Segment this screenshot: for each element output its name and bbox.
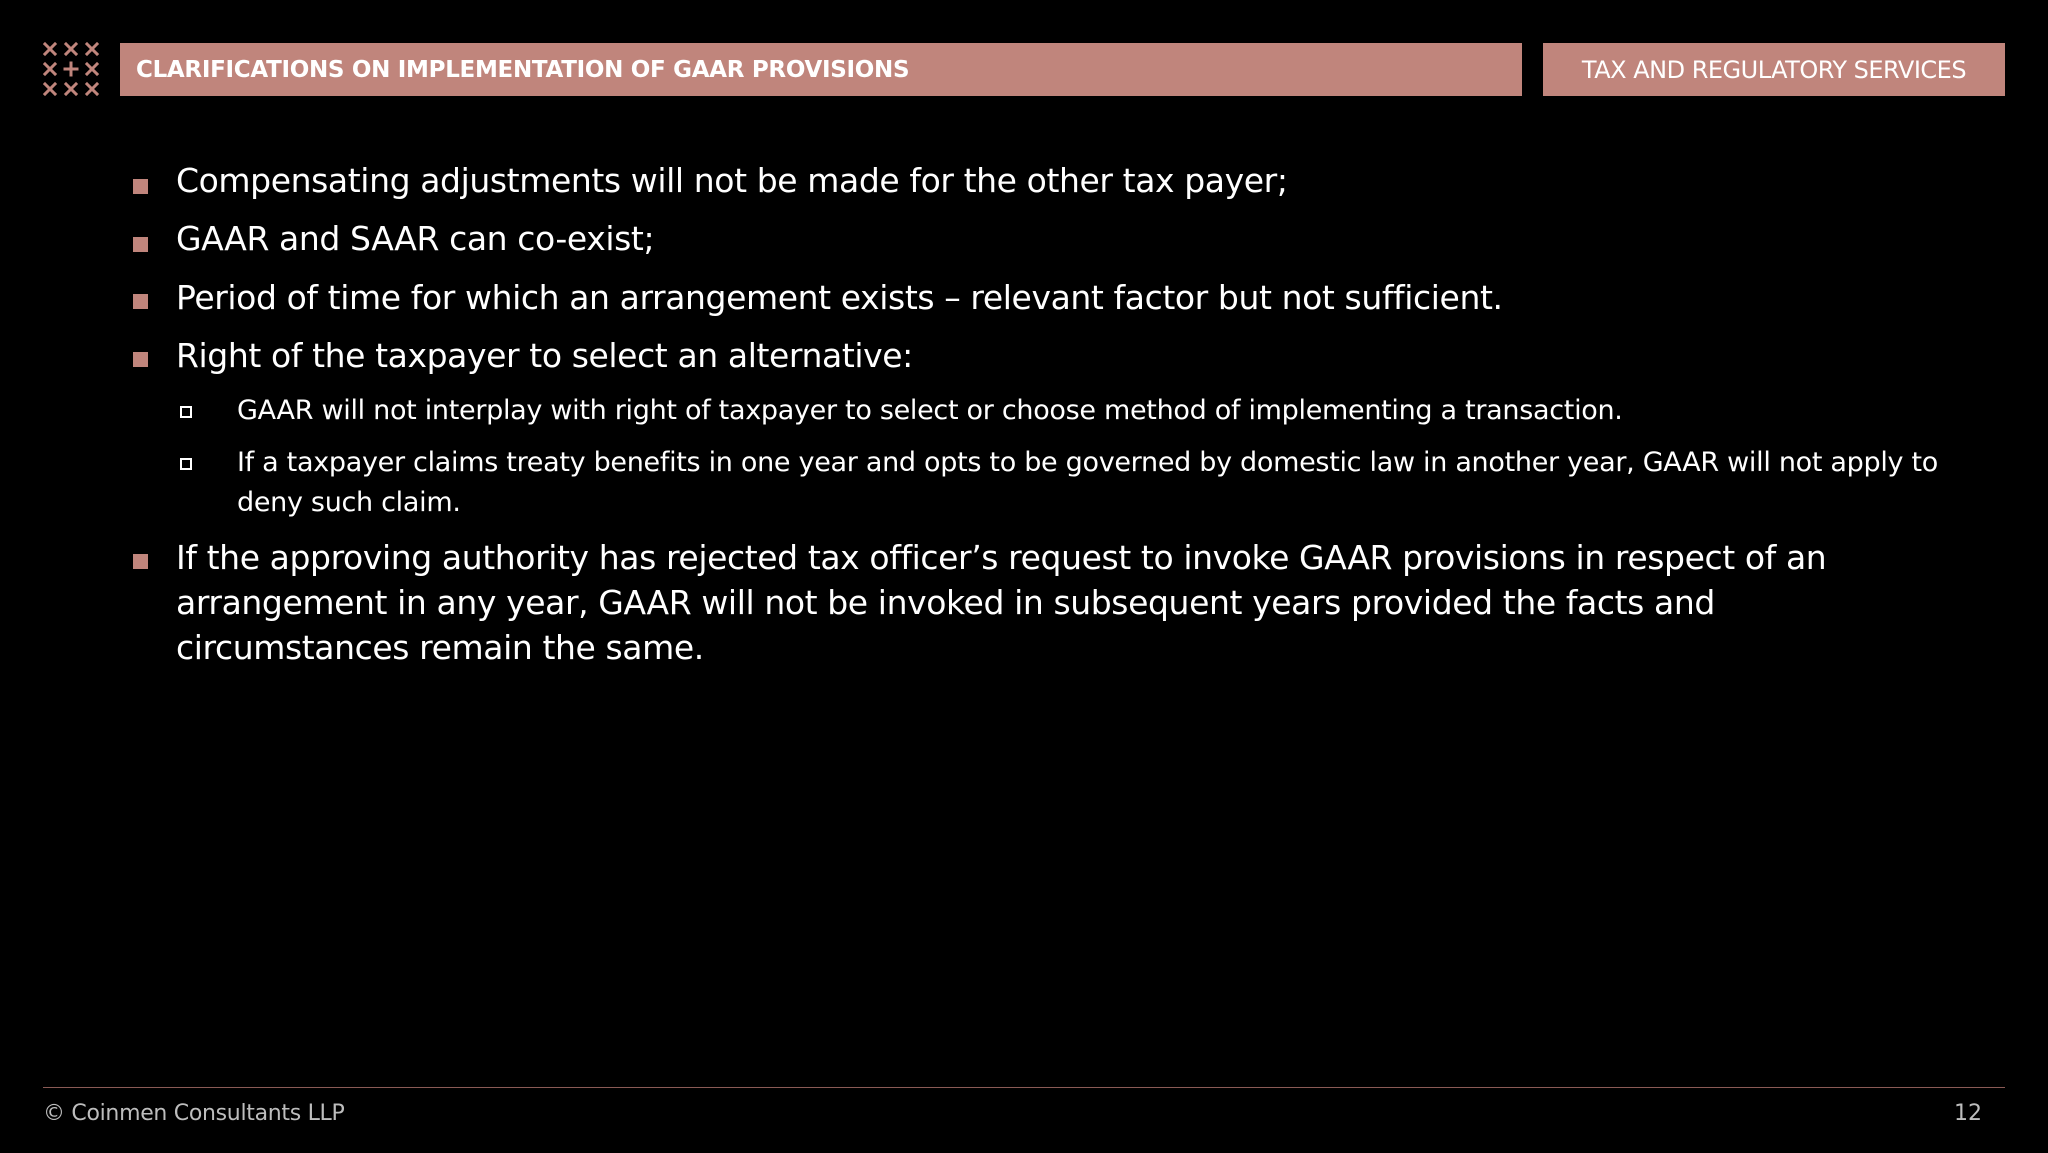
hollow-square-bullet-icon [180, 458, 192, 470]
square-bullet-icon [133, 554, 148, 569]
bullet-text: Compensating adjustments will not be made for the other tax payer; [176, 161, 1288, 200]
bullet-text: Right of the taxpayer to select an alternative: [176, 336, 913, 375]
title-bar [120, 43, 1522, 96]
bullet-text: If the approving authority has rejected tax officer’s request to invoke GAAR provisions in respect of an arrangement in any year, GAAR will not be invoked in subsequent years provided the facts and circumstances remain the same. [176, 538, 1827, 667]
sub-bullet-text: GAAR will not interplay with right of taxpayer to select or choose method of implementing a transaction. [237, 395, 1623, 426]
page-number: 12 [1954, 1101, 1982, 1126]
section-bar [1543, 43, 2005, 96]
square-bullet-icon [133, 352, 148, 367]
bullet-text: GAAR and SAAR can co-exist; [176, 219, 655, 258]
copyright-text: © Coinmen Consultants LLP [43, 1101, 345, 1126]
bullet-text: Period of time for which an arrangement exists – relevant factor but not sufficient. [176, 278, 1503, 317]
square-bullet-icon [133, 179, 148, 194]
slide-title: CLARIFICATIONS ON IMPLEMENTATION OF GAAR PROVISIONS [136, 56, 910, 83]
hollow-square-bullet-icon [180, 406, 192, 418]
square-bullet-icon [133, 237, 148, 252]
section-label: TAX AND REGULATORY SERVICES [1581, 55, 1967, 84]
footer-divider [43, 1087, 2005, 1088]
sub-bullet-text: If a taxpayer claims treaty benefits in one year and opts to be governed by domestic law in another year, GAAR will not apply to deny such claim. [237, 447, 1939, 518]
logo-icon [43, 42, 99, 96]
square-bullet-icon [133, 294, 148, 309]
